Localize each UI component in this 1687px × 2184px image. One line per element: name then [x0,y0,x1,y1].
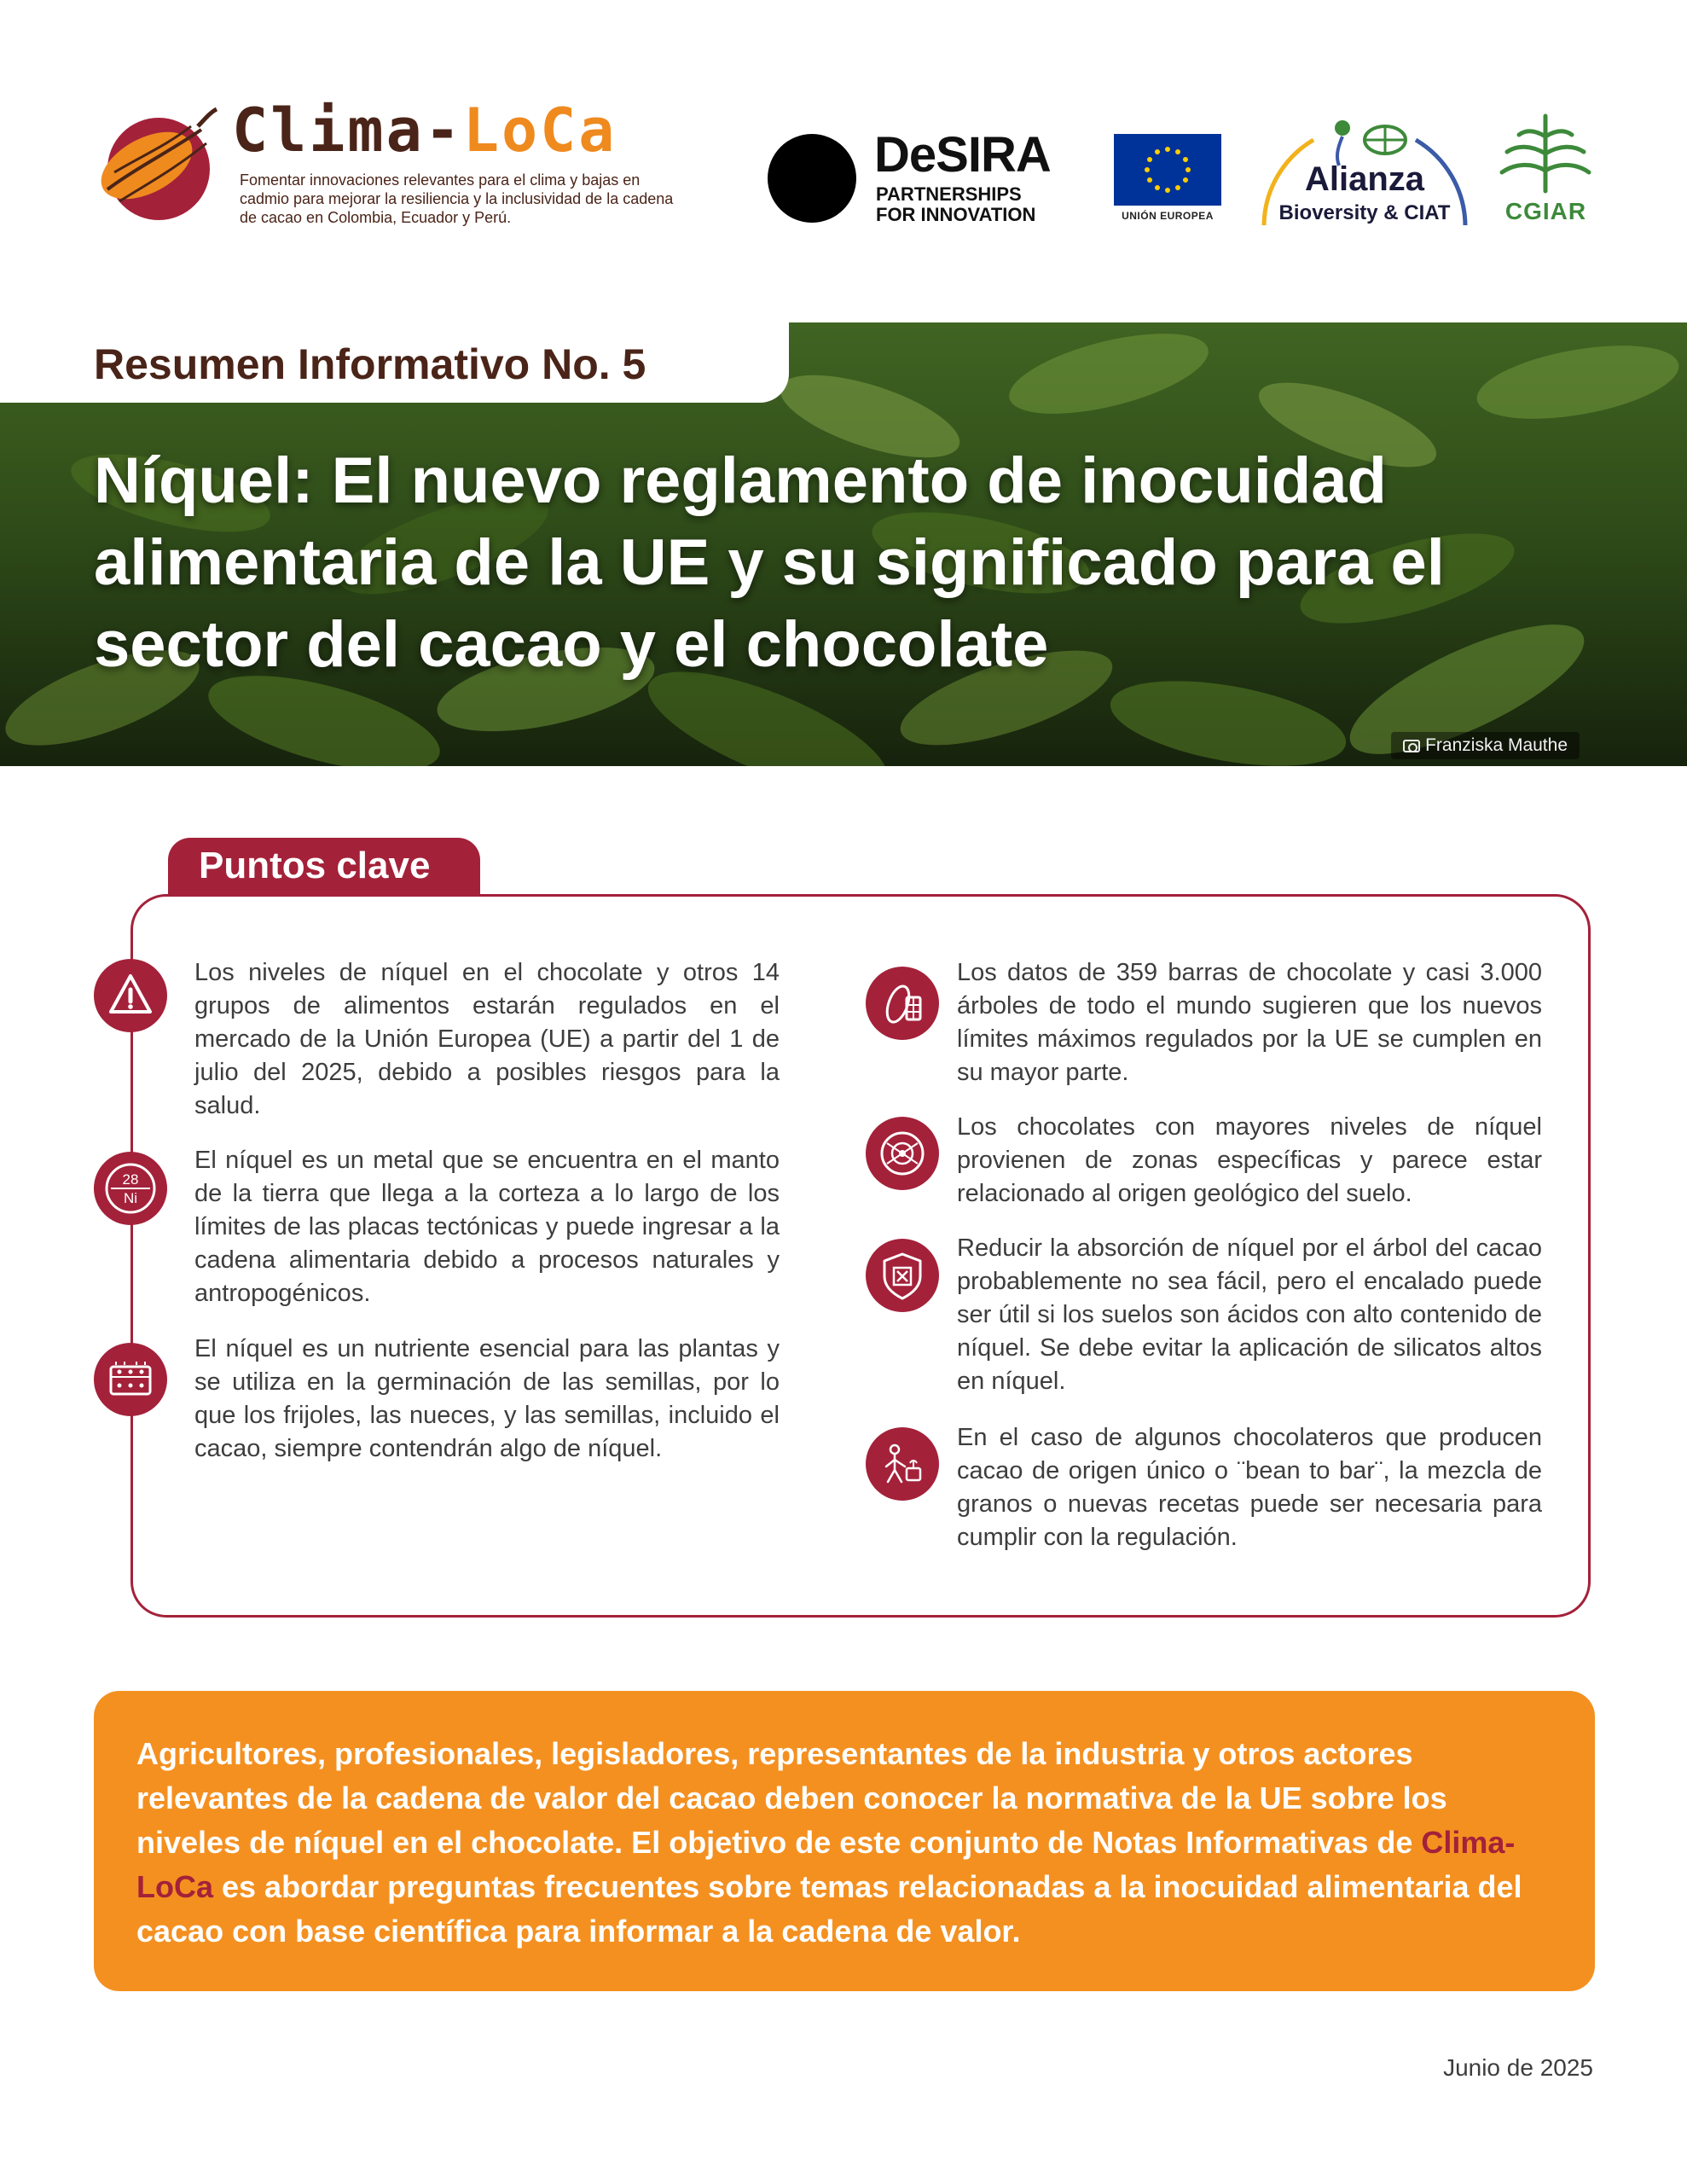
photo-credit: Franziska Mauthe [1391,732,1580,759]
callout-text: Agricultores, profesionales, legisladores, representantes de la industria y otros actores relevantes de la cadena de valor del cacao deben conocer la normativa de la UE sobre los niveles de níquel en el chocolate. El objetivo de este conjunto de Notas Informativas de Clima-LoCa es abordar preguntas frecuentes sobre temas relacionadas a la inocuidad alimentaria del cacao con base científica para informar a la cadena de valor. [136,1736,1522,1949]
eu-caption: UNIÓN EUROPEA [1122,210,1214,222]
publication-date: Junio de 2025 [1443,2054,1593,2081]
globe-soil-icon [866,1117,939,1190]
alianza-wordmark: Alianza [1304,160,1425,198]
chocolatier-icon [866,1427,939,1501]
clima-loca-wordmark: Clima-LoCa [232,96,617,166]
callout-brand: Clima-LoCa [136,1825,1516,1904]
seed-tray-icon [94,1343,167,1416]
key-point-text: Reducir la absorción de níquel por el árbol del cacao probablemente no sea fácil, pero el encalado puede ser útil si los suelos son ácidos con alto contenido de níquel. Se debe evitar la aplicación de silicatos altos en níquel. [957,1234,1542,1395]
key-point-text: Los niveles de níquel en el chocolate y otros 14 grupos de alimentos estarán regulados en el mercado de la Unión Europea (UE) a partir del 1 de julio del 2025, debido a posibles riesgos para la salud. [194,959,780,1119]
series-label-tab [0,322,789,403]
nickel-element-icon [94,1152,167,1225]
page-title: Níquel: El nuevo reglamento de inocuidad alimentaria de la UE y su significado para el sector del cacao y el chocolate [94,444,1445,681]
key-point-text: Los chocolates con mayores niveles de níquel provienen de zonas específicas y parece estar relacionado al origen geológico del suelo. [957,1113,1542,1207]
cgiar-wheat-icon [1497,111,1595,196]
camera-icon [1403,740,1420,752]
header [0,0,1687,322]
cacao-pod-logo-icon [92,101,220,229]
eu-flag-icon [1114,134,1221,206]
key-points-tab [168,838,480,896]
clima-loca-tagline: Fomentar innovaciones relevantes para el clima y bajas en cadmio para mejorar la resiliencia y la inclusividad de la cadena de cacao en Colombia, Ecuador y Perú. [240,171,674,226]
desira-subtitle: PARTNERSHIPS FOR INNOVATION [876,183,1036,225]
warning-icon [94,959,167,1032]
desira-dot-icon [768,134,856,223]
key-point-text: En el caso de algunos chocolateros que producen cacao de origen único o ¨bean to bar¨, la mezcla de granos o nuevas recetas puede ser necesaria para cumplir con la regulación. [957,1424,1542,1551]
callout-box [94,1691,1595,1991]
svg-text:Ni: Ni [123,1190,138,1206]
key-point-text: El níquel es un metal que se encuentra en el manto de la tierra que llega a la corteza a lo largo de los límites de las placas tectónicas y puede ingresar a la cadena alimentaria debido a procesos naturales y antropogénicos. [194,1147,780,1307]
svg-text:28: 28 [122,1171,139,1188]
key-point-text: El níquel es un nutriente esencial para las plantas y se utiliza en la germinación de las semillas, por lo que los frijoles, las nueces, y las semillas, incluido el cacao, siempre contendrán algo de níquel. [194,1335,780,1462]
key-point-text: Los datos de 359 barras de chocolate y casi 3.000 árboles de todo el mundo sugieren que los nuevos límites máximos regulados por la UE se cumplen en su mayor parte. [957,959,1542,1086]
series-label: Resumen Informativo No. 5 [94,340,646,388]
shield-cross-icon [866,1239,939,1312]
alianza-subtitle: Bioversity & CIAT [1278,201,1451,224]
cacao-chocolate-icon [866,967,939,1040]
cgiar-wordmark: CGIAR [1504,198,1587,224]
hero-banner [0,322,1687,766]
key-points-heading: Puntos clave [199,845,431,886]
desira-wordmark: DeSIRA [874,127,1051,183]
